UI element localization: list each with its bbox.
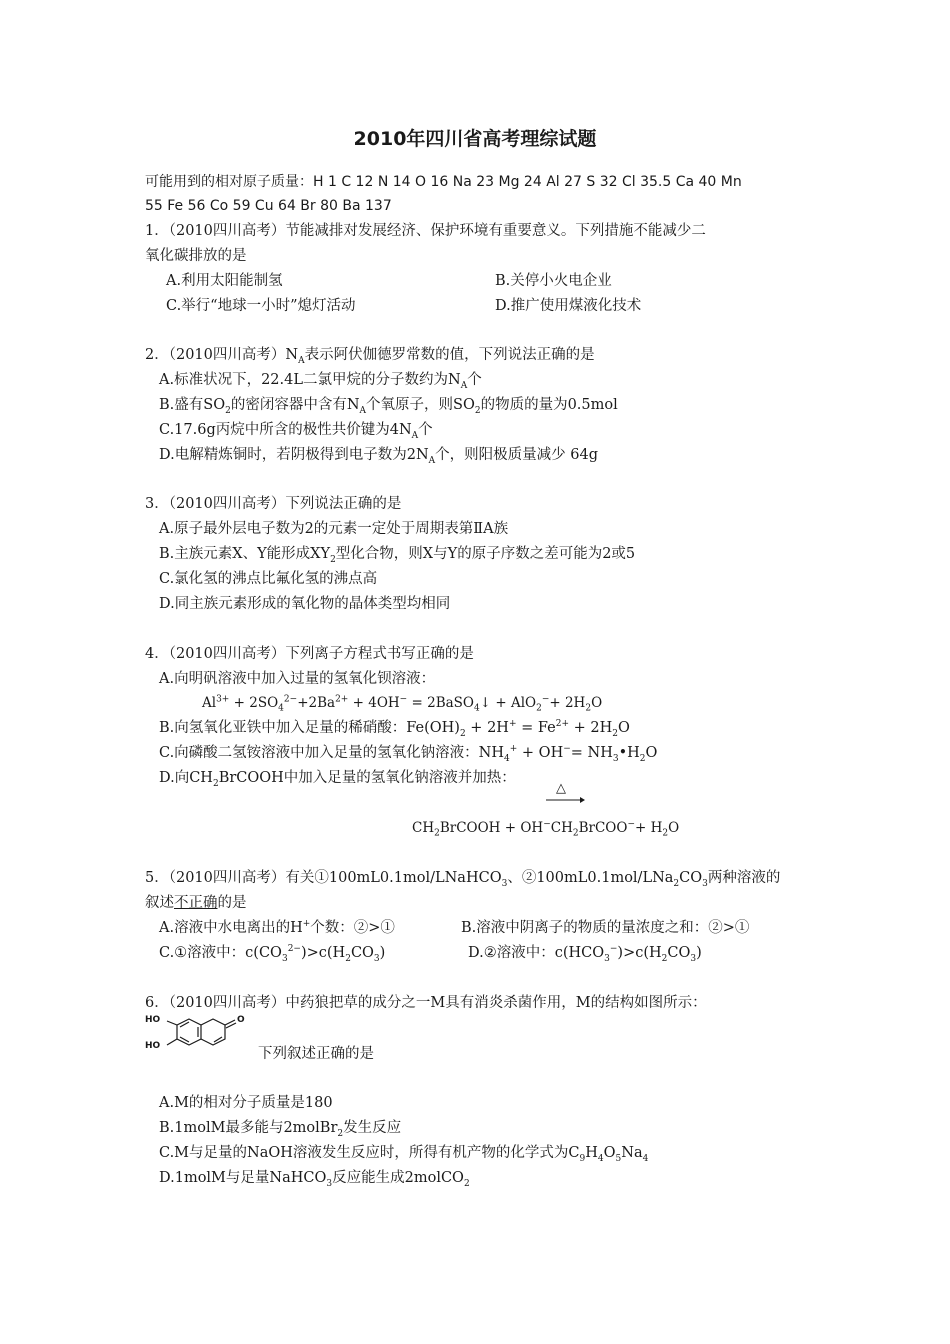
q3-stem: 3．（2010四川高考）下列说法正确的是	[145, 496, 402, 512]
q2-option-c: C.17.6g丙烷中所含的极性共价键为$4N_A$个	[159, 422, 433, 441]
q2-stem: 2．（2010四川高考）$N_A$表示阿伏伽德罗常数的值，下列说法正确的是	[145, 347, 595, 366]
delta-symbol: △	[556, 781, 566, 796]
q6-option-a: A.M的相对分子质量是180	[159, 1095, 333, 1111]
q2-option-a: A.标准状况下，22.4L二氯甲烷的分子数约为$N_A$个	[159, 372, 482, 391]
q1-option-c: C.举行“地球一小时”熄灯活动	[166, 298, 356, 314]
q2-option-d: D.电解精炼铜时，若阴极得到电子数为$2N_A$个，则阳极质量减少 64g	[159, 447, 598, 466]
not-correct-underline: 不正确	[174, 895, 218, 911]
q4-equation-d: $CH_2BrCOOH$ + $OH^-CH_2BrCOO^-+ H_2O$	[412, 819, 680, 839]
molecule-structure	[145, 1015, 255, 1063]
q6-option-b: B.1molM最多能与2molBr$_2$发生反应	[159, 1120, 402, 1139]
q5-option-c: C.①溶液中：$c(CO_3^{2-})>c(H_2CO_3)$	[159, 944, 386, 964]
q5-stem-line-2: 叙述不正确的是	[145, 895, 247, 911]
q5-option-b: B.溶液中阴离子的物质的量浓度之和：②>①	[461, 920, 750, 936]
q5-stem-line-1: 5．（2010四川高考）有关①100mL0.1mol/LNaHCO$_3$、$②100mL0.1mol/LNa_2CO_3$两种溶液的	[145, 870, 781, 889]
q1-option-b: B.关停小火电企业	[495, 273, 612, 289]
q4-stem: 4．（2010四川高考）下列离子方程式书写正确的是	[145, 646, 474, 662]
q3-option-c: C.氯化氢的沸点比氟化氢的沸点高	[159, 571, 378, 587]
q5-option-d: D.②溶液中：$c(HCO_3^-)>c(H_2CO_3)$	[468, 944, 702, 964]
atomic-mass-line-2: 55 Fe 56 Co 59 Cu 64 Br 80 Ba 137	[145, 198, 392, 214]
carbonyl-o-label: O	[237, 1015, 245, 1025]
q4-option-a: A.向明矾溶液中加入过量的氢氧化钡溶液：	[159, 671, 436, 687]
q4-equation-a: $Al^{3+} + 2SO_4^{2-}+2Ba^{2+} + 4OH^-$ = 2BaSO$_4$↓ + $AlO_2^-+ 2H_2O$	[202, 694, 603, 714]
q4-option-b: B.向氢氧化亚铁中加入足量的稀硝酸：$Fe(OH)_2 + 2H^+ = Fe^{2+} + 2H_2O$	[159, 719, 630, 739]
q5-option-a: A.溶液中水电离出的H+个数：②>①	[159, 919, 395, 936]
ho-label-bottom: HO	[145, 1041, 161, 1051]
atomic-mass-line-1: 可能用到的相对原子质量：H 1 C 12 N 14 O 16 Na 23 Mg 24 Al 27 S 32 Cl 35.5 Ca 40 Mn	[145, 174, 742, 190]
reaction-arrow-icon	[546, 782, 586, 806]
q1-option-d: D.推广使用煤液化技术	[495, 298, 642, 314]
q6-option-d: D.1molM与足量NaHCO$_3$反应能生成2molCO$_2$	[159, 1170, 470, 1189]
q3-option-d: D.同主族元素形成的氧化物的晶体类型均相同	[159, 596, 451, 612]
q3-option-a: A.原子最外层电子数为2的元素一定处于周期表第ⅡA族	[159, 521, 509, 537]
heat-arrow	[546, 782, 586, 806]
page-title: 2010年四川省高考理综试题	[353, 128, 597, 150]
q1-stem-line-2: 氧化碳排放的是	[145, 248, 247, 264]
q4-option-d: D.向$CH_2BrCOOH$中加入足量的氢氧化钠溶液并加热：	[159, 770, 516, 789]
q3-option-b: B.主族元素X、Y能形成$XY_2$型化合物，则X与Y的原子序数之差可能为2或5	[159, 546, 636, 565]
q1-stem-line-1: 1．（2010四川高考）节能减排对发展经济、保护环境有重要意义。下列措施不能减少二	[145, 223, 706, 239]
q2-option-b: B.盛有$SO_2$的密闭容器中含有$N_A$个氧原子，则$SO_2$的物质的量为0.5mol	[159, 397, 618, 416]
q6-stem: 6．（2010四川高考）中药狼把草的成分之一M具有消炎杀菌作用，M的结构如图所示：	[145, 995, 707, 1011]
q4-option-c: C.向磷酸二氢铵溶液中加入足量的氢氧化钠溶液：$NH_4^+ + OH^-=$ $NH_3•H_2O$	[159, 744, 658, 764]
q6-follow-text: 下列叙述正确的是	[258, 1046, 374, 1062]
q6-option-c: C.M与足量的NaOH溶液发生反应时，所得有机产物的化学式为$C_9H_4O_5Na_4$	[159, 1145, 649, 1164]
ho-label-top: HO	[145, 1015, 161, 1025]
q1-option-a: A.利用太阳能制氢	[166, 273, 283, 289]
